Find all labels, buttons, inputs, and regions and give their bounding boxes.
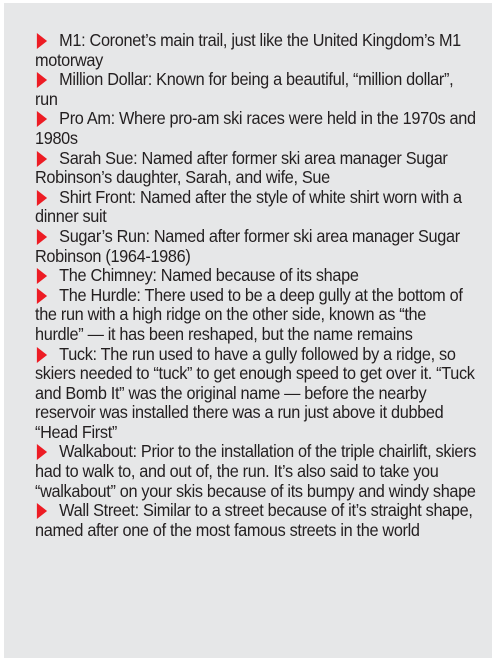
red-arrow-bullet-icon [37,268,47,284]
trail-entry-text: The Hurdle: There used to be a deep gully at the bottom of the run with a high ridge on the other side, known as “the hurdle” — it has been reshaped, but the name remains [35,284,463,344]
trail-entry-the-hurdle [35,286,477,345]
trail-entry-wall-street [35,501,477,540]
trail-entry-million-dollar [35,70,477,109]
trail-entry-m1 [35,31,477,70]
red-arrow-bullet-icon [37,444,47,460]
trail-names-panel [4,3,492,658]
trail-entry-sugars-run [35,227,477,266]
trail-entry-text: The Chimney: Named because of its shape [59,265,359,286]
red-arrow-bullet-icon [37,72,47,88]
trail-entry-text: M1: Coronet’s main trail, just like the United Kingdom’s M1 motorway [35,30,461,70]
trail-entry-shirt-front [35,188,477,227]
red-arrow-bullet-icon [37,111,47,127]
red-arrow-bullet-icon [37,151,47,167]
trail-entry-text: Sarah Sue: Named after former ski area manager Sugar Robinson’s daughter, Sarah, and wife, Sue [35,147,448,188]
trail-entry-sarah-sue [35,149,477,188]
trail-entry-text: Pro Am: Where pro-am ski races were held in the 1970s and 1980s [35,108,476,148]
trail-entry-text: Sugar’s Run: Named after former ski area manager Sugar Robinson (1964-1986) [35,225,460,266]
trail-entry-text: Million Dollar: Known for being a beautiful, “million dollar”, run [35,69,454,109]
trail-entry-the-chimney [35,266,477,286]
trail-entry-text: Walkabout: Prior to the installation of the triple chairlift, skiers had to walk to, and out of, the run. It’s also said to take you “walkabout” on your skis because of its bumpy and windy shape [35,441,477,501]
red-arrow-bullet-icon [37,190,47,206]
trail-entry-walkabout [35,442,477,501]
red-arrow-bullet-icon [37,347,47,363]
red-arrow-bullet-icon [37,288,47,304]
red-arrow-bullet-icon [37,229,47,245]
red-arrow-bullet-icon [37,503,47,519]
trail-entry-tuck [35,345,477,443]
trail-entry-text: Shirt Front: Named after the style of white shirt worn with a dinner suit [35,186,462,227]
trail-entry-text: Wall Street: Similar to a street because of it’s straight shape, named after one of the most famous streets in the world [35,500,473,540]
trail-entry-text: Tuck: The run used to have a gully followed by a ridge, so skiers needed to “tuck” to get enough speed to get over it. “Tuck and Bomb It” was the original name — before the nearby reservoir was installed there was a run just above it dubbed “Head First” [35,343,475,442]
trail-entry-pro-am [35,109,477,148]
red-arrow-bullet-icon [37,33,47,49]
